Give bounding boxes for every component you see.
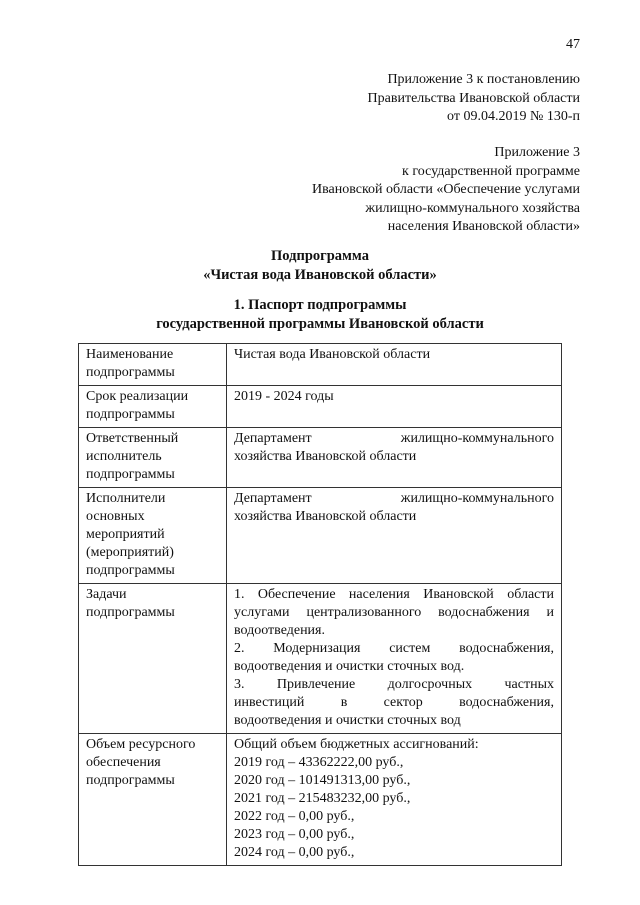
table-row [79, 488, 562, 584]
value-line: водоотведения и очистки сточных вод [234, 713, 461, 728]
row-value-cell [227, 734, 562, 866]
value-line: 3. Привлечение долгосрочных частных [234, 677, 554, 692]
approval-line: Ивановской области «Обеспечение услугами [311, 182, 580, 197]
approval-line: Приложение 3 [494, 145, 580, 160]
value-line: Общий объем бюджетных ассигнований: [234, 737, 479, 752]
label-line: Срок реализации [86, 389, 189, 404]
title-line: Подпрограмма [271, 248, 369, 264]
value-line: 2023 год – 0,00 руб., [234, 827, 355, 842]
label-line: Наименование [86, 347, 174, 362]
label-line: Исполнители [86, 491, 166, 506]
value-line: хозяйства Ивановской области [234, 509, 417, 524]
label-line: мероприятий [86, 527, 165, 542]
row-value-cell [227, 488, 562, 584]
title-line: государственной программы Ивановской области [156, 316, 484, 332]
passport-table [78, 343, 562, 866]
table-row [79, 344, 562, 386]
row-label-cell [79, 584, 227, 734]
page-number: 47 [566, 37, 580, 52]
value-line: 2019 год – 43362222,00 руб., [234, 755, 404, 770]
title-line: 1. Паспорт подпрограммы [233, 297, 407, 313]
label-line: подпрограммы [86, 467, 175, 482]
table-row [79, 584, 562, 734]
approval-line: к государственной программе [402, 163, 580, 179]
row-value-cell [227, 584, 562, 734]
value-line: 2022 год – 0,00 руб., [234, 809, 355, 824]
row-value-cell [227, 386, 562, 428]
label-line: исполнитель [86, 449, 162, 464]
label-line: Задачи [86, 587, 127, 602]
table-row [79, 386, 562, 428]
row-value-cell [227, 344, 562, 386]
approval-line: населения Ивановской области» [387, 219, 580, 234]
label-line: подпрограммы [86, 773, 175, 788]
row-value-cell [227, 428, 562, 488]
approval-block-program [312, 144, 580, 237]
value-line: хозяйства Ивановской области [234, 449, 417, 464]
value-line: 2020 год – 101491313,00 руб., [234, 773, 411, 788]
label-line: подпрограммы [86, 407, 175, 422]
value-line: 2019 - 2024 годы [234, 389, 334, 404]
value-line: 2. Модернизация систем водоснабжения, [234, 641, 554, 656]
row-label-cell [79, 428, 227, 488]
approval-line: Правительства Ивановской области [367, 90, 580, 106]
label-line: подпрограммы [86, 563, 175, 578]
value-line: Департамент жилищно-коммунального [234, 491, 554, 506]
value-line: инвестиций в сектор водоснабжения, [234, 695, 554, 710]
table-row [79, 428, 562, 488]
value-line: 2021 год – 215483232,00 руб., [234, 791, 411, 806]
value-line: услугами централизованного водоснабжения и [234, 605, 554, 620]
row-label-cell [79, 386, 227, 428]
subprogram-title [0, 247, 640, 285]
approval-line: Приложение 3 к постановлению [387, 72, 580, 87]
row-label-cell [79, 734, 227, 866]
approval-line: жилищно-коммунального хозяйства [365, 200, 580, 216]
label-line: Объем ресурсного [86, 737, 196, 752]
value-line: 2024 год – 0,00 руб., [234, 845, 355, 860]
row-label-cell [79, 344, 227, 386]
label-line: (мероприятий) [86, 545, 174, 560]
value-line: 1. Обеспечение населения Ивановской области [234, 587, 554, 602]
title-line: «Чистая вода Ивановской области» [203, 267, 437, 283]
label-line: подпрограммы [86, 365, 175, 380]
approval-line: от 09.04.2019 № 130-п [447, 109, 580, 124]
table-row [79, 734, 562, 866]
label-line: обеспечения [86, 755, 161, 770]
label-line: подпрограммы [86, 605, 175, 620]
value-line: водоотведения и очистки сточных вод. [234, 659, 465, 674]
label-line: Ответственный [86, 431, 179, 446]
label-line: основных [86, 509, 145, 524]
passport-title [0, 296, 640, 334]
approval-block-resolution [368, 71, 580, 127]
row-label-cell [79, 488, 227, 584]
value-line: Чистая вода Ивановской области [234, 347, 431, 362]
value-line: Департамент жилищно-коммунального [234, 431, 554, 446]
value-line: водоотведения. [234, 623, 325, 638]
